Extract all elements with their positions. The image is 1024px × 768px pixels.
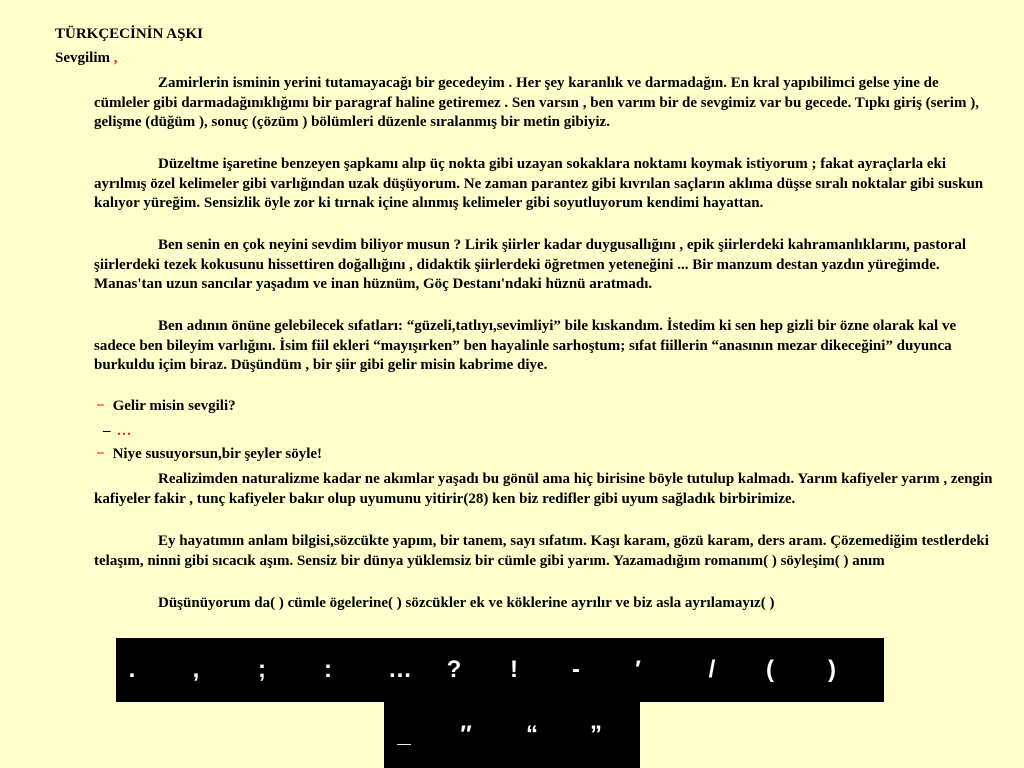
salutation-mark: , [113,50,118,66]
dialogue-line-1 [96,398,236,415]
punctuation-legend-row-1 [116,638,884,702]
punctuation-legend-row-2 [384,702,640,768]
dialogue-text-3: Niye susuyorsun,bir şeyler söyle! [112,446,323,462]
paragraph-7: Düşünüyorum da( ) cümle ögelerine( ) sözcükler ek ve köklerine ayrılır ve biz asla ayrılamayız( ) [158,595,775,611]
legend-comma: , [192,656,200,683]
legend-double-prime: ″ [460,721,472,748]
salutation [55,50,118,67]
dialogue-text-2: … [116,423,132,439]
paragraph-3: Ben senin en çok neyini sevdim biliyor musun ? Lirik şiirler kadar duygusallığını , epik şiirlerdeki kahramanlıklarını, pastoral şiirlerdeki tezek kokusunu hissettiren doğallığını , didaktik şiirlerdeki öğretmen yeteneğini ... Bir manzum destan yazdın yüreğimde. Manas'tan uzun sancılar yaşadım ve inan hüznüm, Göç Destanı'ndaki hüznü aratmadı. [94,237,967,292]
dialogue-dash-3: − [96,446,105,462]
legend-hyphen: - [572,656,580,683]
legend-exclamation: ! [510,656,518,683]
paragraph-5: Realizimden naturalizme kadar ne akımlar yaşadı bu gönül ama hiç birisine böyle tutulup kalmadı. Yarım kafiyeler yarım , zengin kafiyeler fakir , tunç kafiyeler bakır olup uyumunu yitirir(28) ken biz redifler gibi uyum sağladık birbirimize. [94,471,993,507]
paragraph-2: Düzeltme işaretine benzeyen şapkamı alıp üç nokta gibi uzayan sokaklara noktamı koymak istiyorum ; fakat ayraçlarla eki ayrılmış özel kelimeler gibi varlığından uzak düşüyorum. Ne zaman parantez gibi kıvrılan saçların aklıma düşse sıralı noktalar gibi suskun kalıyor yüreğim. Sensizlik öyle zor ki tırnak içine alınmış kelimeler gibi soyutluyorum kendimi hayattan. [94,156,984,211]
paragraph-1: Zamirlerin isminin yerini tutamayacağı bir gecedeyim . Her şey karanlık ve darmadağın. En kral yapıbilimci gelse yine de cümleler gibi darmadağınıklığımı bir paragraf haline getiremez . Sen varsın , ben varım bir de sevgimiz var bu gecede. Tıpkı giriş (serim ), gelişme (düğüm ), sonuç (çözüm ) bölümleri düzenle sıralanmış bir metin gibiyiz. [94,75,979,130]
legend-close-paren: ) [828,656,836,683]
paragraph-6: Ey hayatımın anlam bilgisi,sözcükte yapım, bir tanem, sayı sıfatım. Kaşı karam, gözü karam, ders aram. Çözemediğim testlerdeki telaşım, ninni gibi sıcacık aşım. Sensiz bir dünya yüklemsiz bir cümle gibi yarım. Yazamadığım romanım( ) söyleşim( ) anım [94,533,989,569]
dialogue-line-2 [103,423,132,440]
legend-colon: : [324,656,332,683]
legend-slash: / [708,656,716,683]
legend-ellipsis: … [388,656,412,683]
salutation-text: Sevgilim [55,50,110,66]
legend-close-quote: ” [590,721,602,748]
document-title: TÜRKÇECİNİN AŞKI [55,26,203,42]
legend-question: ? [446,656,462,683]
dialogue-dash-2: – [103,423,111,439]
legend-underscore: _ [397,721,411,748]
legend-apostrophe: ′ [635,656,641,683]
dialogue-line-3 [96,446,322,463]
paragraph-4: Ben adının önüne gelebilecek sıfatları: “güzeli,tatlıyı,sevimliyi” bile kıskandım. İstedim ki sen hep gizli bir özne olarak kal ve sadece ben bileyim varlığını. İsim fiil ekleri “mayışırken” ben hayalinle sarhoştum; sıfat fiillerin “anasının mezar dikeceğini” duyunca burkuldu içim biraz. Düşündüm , bir şiir gibi gelir misin kabrime diye. [94,318,957,373]
dialogue-text-1: Gelir misin sevgili? [112,398,236,414]
legend-open-quote: “ [526,721,538,748]
legend-open-paren: ( [766,656,774,683]
dialogue-dash-1: − [96,398,105,414]
legend-semicolon: ; [258,656,266,683]
legend-period: . [128,656,136,683]
